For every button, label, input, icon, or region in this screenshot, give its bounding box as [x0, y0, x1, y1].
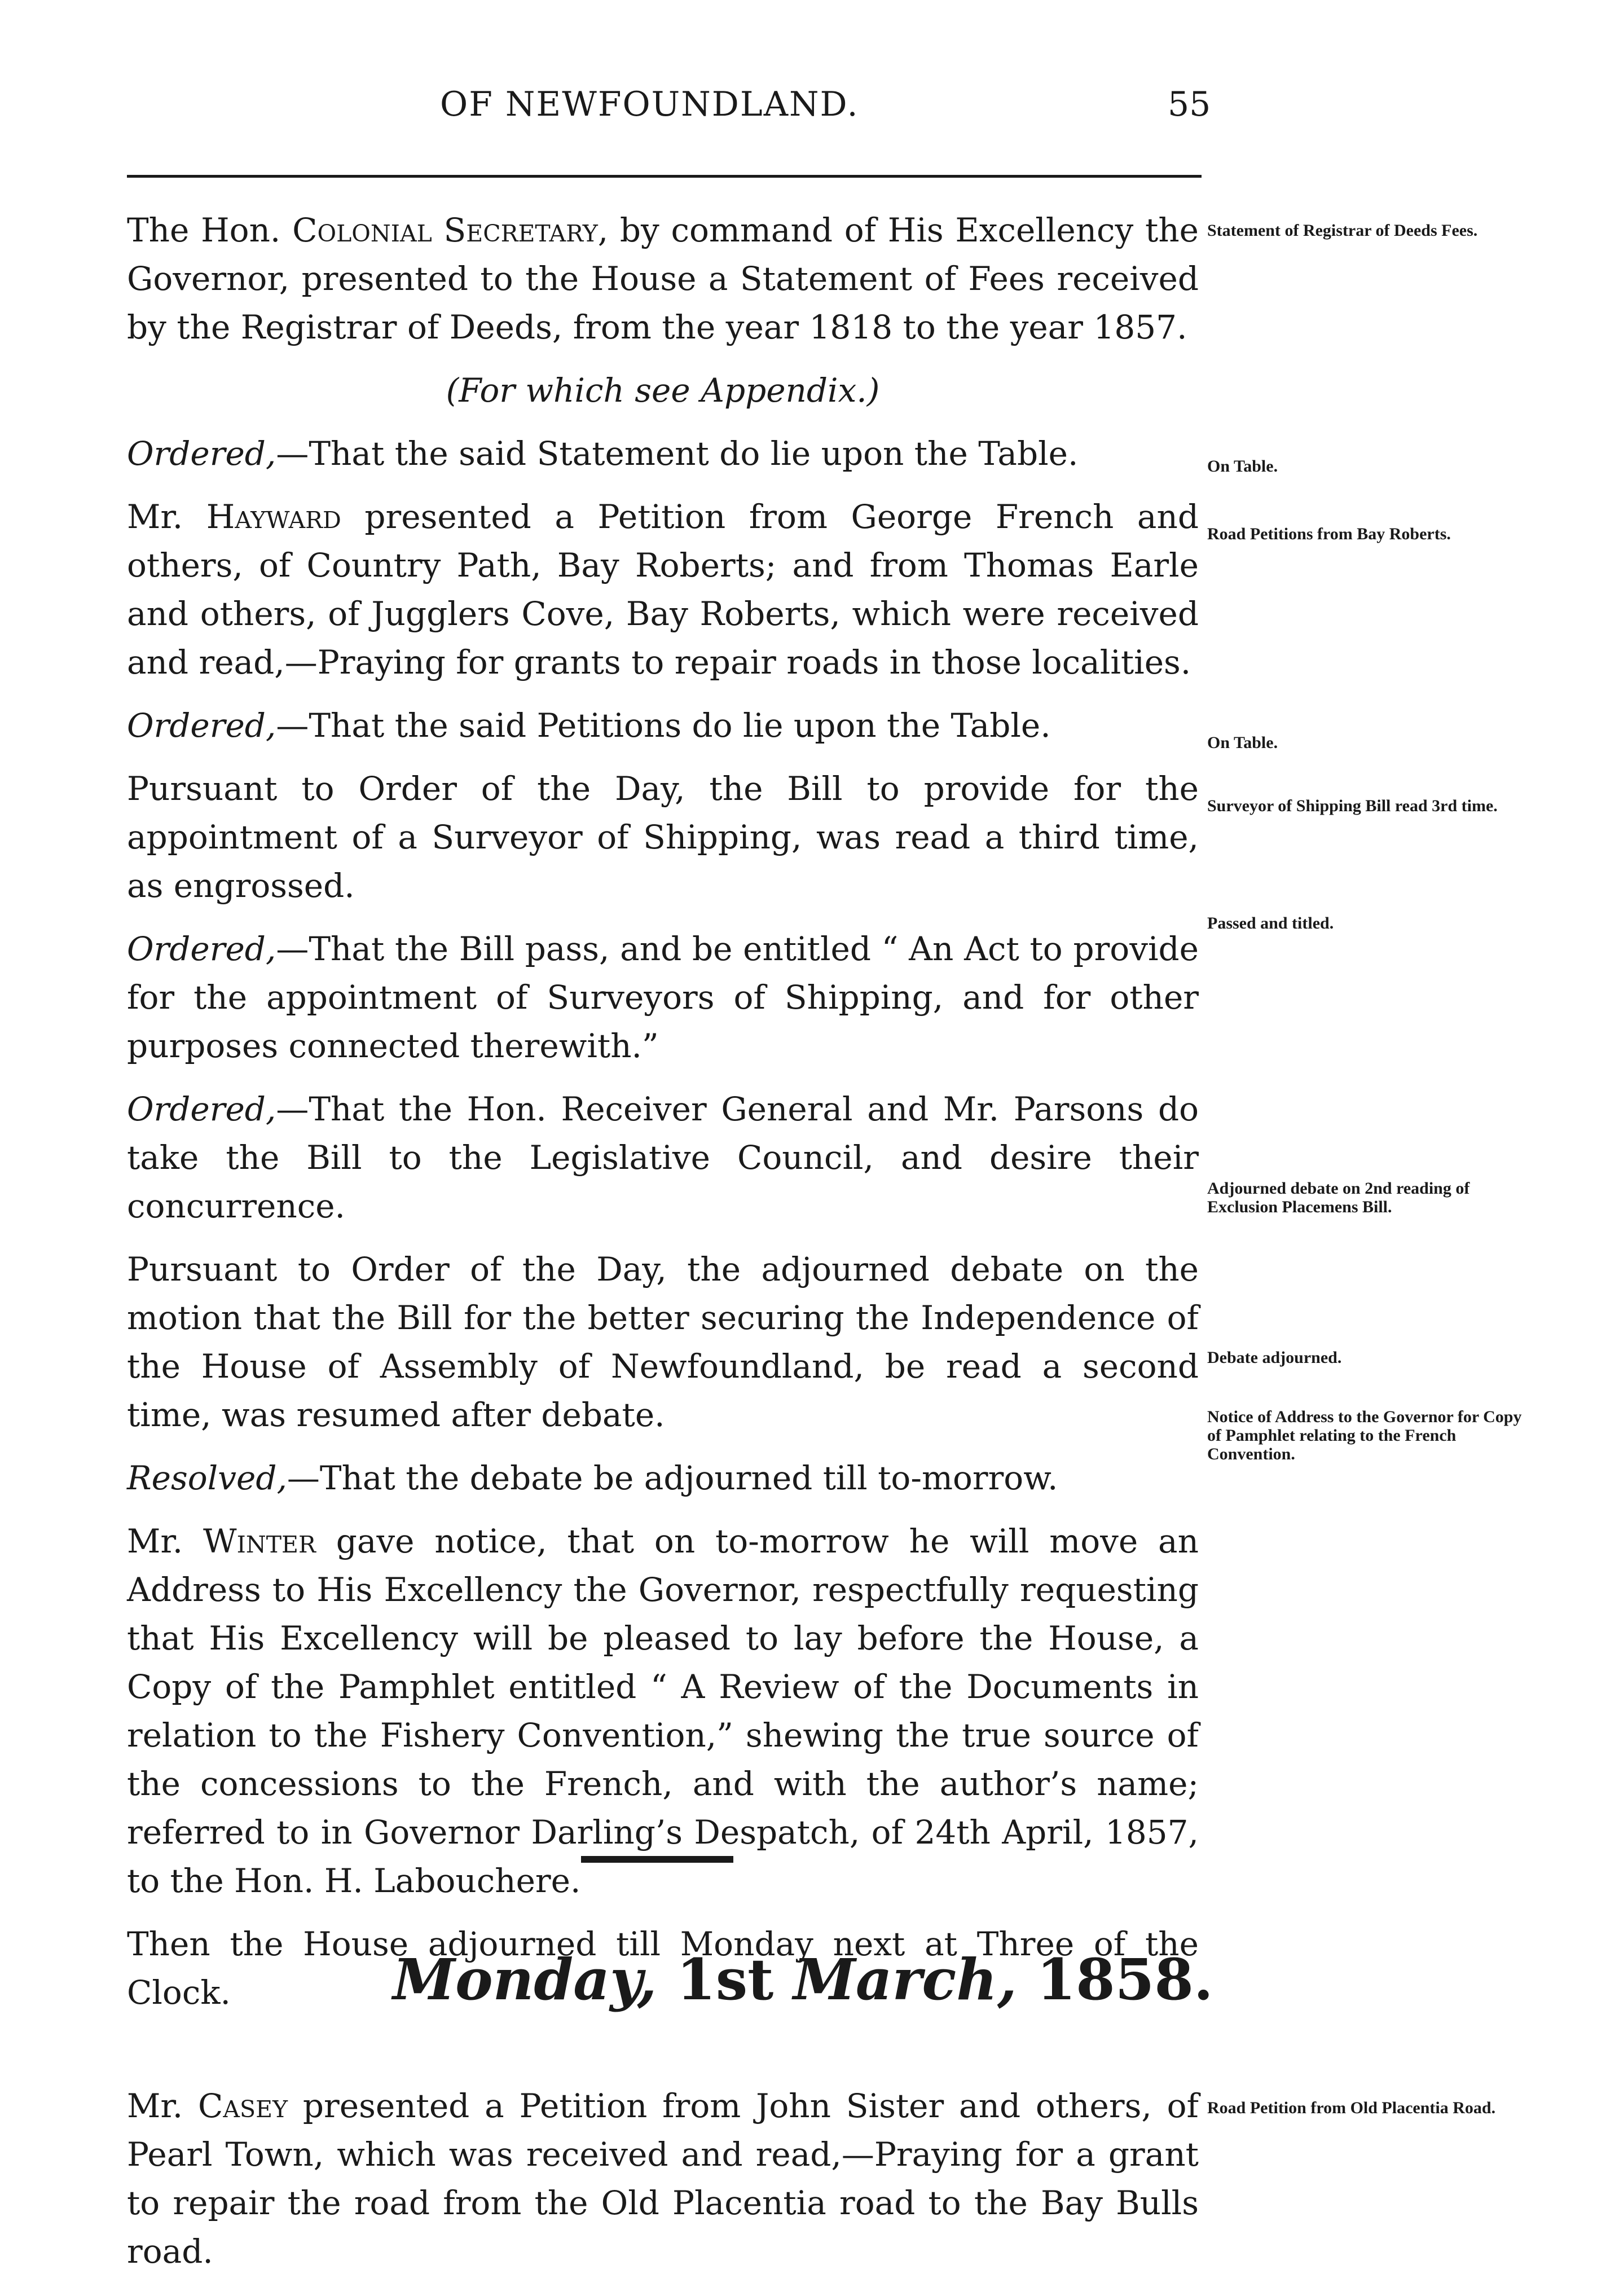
margin-note-on-table: On Table.	[1207, 457, 1278, 476]
paragraph-casey-petition	[127, 2082, 1199, 2276]
member-name: Winter	[203, 1522, 316, 1560]
ordered-label: Ordered,	[127, 434, 276, 473]
margin-note-on-table-2: On Table.	[1207, 733, 1278, 752]
text: Pursuant to Order of the Day, the adjourned debate on the motion that the Bill for the better securing the Independence of the House of Assembly of Newfoundland, be read a second time, was resumed after debate.	[127, 1250, 1199, 1434]
margin-note-surveyor: Surveyor of Shipping Bill read 3rd time.	[1207, 797, 1498, 815]
date-year: 1858.	[1036, 1946, 1213, 2013]
paragraph-hayward-petition	[127, 492, 1199, 687]
paragraph-ordered-on-table	[127, 429, 1199, 478]
margin-note-address: Notice of Address to the Governor for Copy of Pamphlet relating to the French Convention.	[1207, 1407, 1522, 1463]
paragraph-take-to-council	[127, 1085, 1199, 1230]
text: —That the debate be adjourned till to-morrow.	[287, 1459, 1058, 1497]
paragraph-winter-notice	[127, 1517, 1199, 1905]
margin-note-fees: Statement of Registrar of Deeds Fees.	[1207, 221, 1478, 240]
resolved-label: Resolved,	[127, 1459, 287, 1497]
header-rule	[127, 175, 1202, 178]
text: , by command of His Excellency the Governor, presented to the House a Statement of Fees received by the Registrar of Deeds, from the year 1818 to the year 1857.	[127, 211, 1199, 346]
member-name: Colonial Secretary	[292, 211, 598, 249]
text: Then the House adjourned till Monday next at Three of the Clock.	[127, 1925, 1199, 2012]
margin-note-debate-adjourned: Debate adjourned.	[1207, 1348, 1342, 1367]
section-divider	[581, 1856, 733, 1863]
member-name: Casey	[198, 2087, 288, 2125]
text: —That the Bill pass, and be entitled “ An Act to provide for the appointment of Surveyors of Shipping, and for other purposes connected therewith.”	[127, 930, 1199, 1065]
paragraph-surveyor-third-reading	[127, 764, 1199, 910]
page-number: 55	[1168, 85, 1211, 124]
paragraph-adjourned-debate	[127, 1245, 1199, 1439]
main-text-column	[127, 206, 1199, 2031]
date-number: 1st	[676, 1946, 774, 2013]
text: presented a Petition from George French and others, of Country Path, Bay Roberts; and from Thomas Earle and others, of Jugglers Cove, Bay Roberts, which were received and read,—Praying for grants to repair roads in those localities.	[127, 498, 1199, 681]
date-heading	[0, 1946, 1606, 2013]
paragraph-statement-of-fees	[127, 206, 1199, 351]
text: —That the said Petitions do lie upon the Table.	[276, 706, 1051, 745]
text: gave notice, that on to-morrow he will move an Address to His Excellency the Governor, respectfully requesting that His Excellency will be pleased to lay before the House, a Copy of the Pamphlet entitled “ A Review of the Documents in relation to the Fishery Convention,” shewing the true source of the concessions to the French, and with the author’s name; referred to in Governor Darling’s Despatch, of 24th April, 1857, to the Hon. H. Labouchere.	[127, 1522, 1199, 1900]
text: Mr.	[127, 2087, 199, 2125]
ordered-label: Ordered,	[127, 1090, 276, 1128]
margin-note-road-petitions: Road Petitions from Bay Roberts.	[1207, 525, 1451, 543]
page-header	[0, 85, 1606, 147]
member-name: Hayward	[206, 498, 341, 536]
text: Mr.	[127, 498, 206, 536]
paragraph-petitions-on-table	[127, 701, 1199, 750]
text: —That the said Statement do lie upon the Table.	[276, 434, 1079, 473]
date-month: March,	[793, 1946, 1017, 2013]
ordered-label: Ordered,	[127, 930, 276, 968]
appendix-reference: (For which see Appendix.)	[446, 371, 880, 410]
paragraph-debate-adjourned	[127, 1454, 1199, 1502]
text: presented a Petition from John Sister and others, of Pearl Town, which was received and read,—Praying for a grant to repair the road from the Old Placentia road to the Bay Bulls road.	[127, 2087, 1199, 2271]
margin-note-passed: Passed and titled.	[1207, 914, 1334, 933]
text: The Hon.	[127, 211, 293, 249]
text: Pursuant to Order of the Day, the Bill to provide for the appointment of a Surveyor of Shipping, was read a third time, as engrossed.	[127, 769, 1199, 905]
running-title: OF NEWFOUNDLAND.	[440, 85, 859, 124]
text: Mr.	[127, 1522, 204, 1560]
paragraph-bill-pass	[127, 925, 1199, 1070]
margin-note-road-petition: Road Petition from Old Placentia Road.	[1207, 2099, 1496, 2117]
margin-note-adjourned-debate: Adjourned debate on 2nd reading of Exclusion Placemens Bill.	[1207, 1179, 1470, 1216]
date-day: Monday,	[393, 1946, 657, 2013]
ordered-label: Ordered,	[127, 706, 276, 745]
text: —That the Hon. Receiver General and Mr. Parsons do take the Bill to the Legislative Council, and desire their concurrence.	[127, 1090, 1199, 1225]
